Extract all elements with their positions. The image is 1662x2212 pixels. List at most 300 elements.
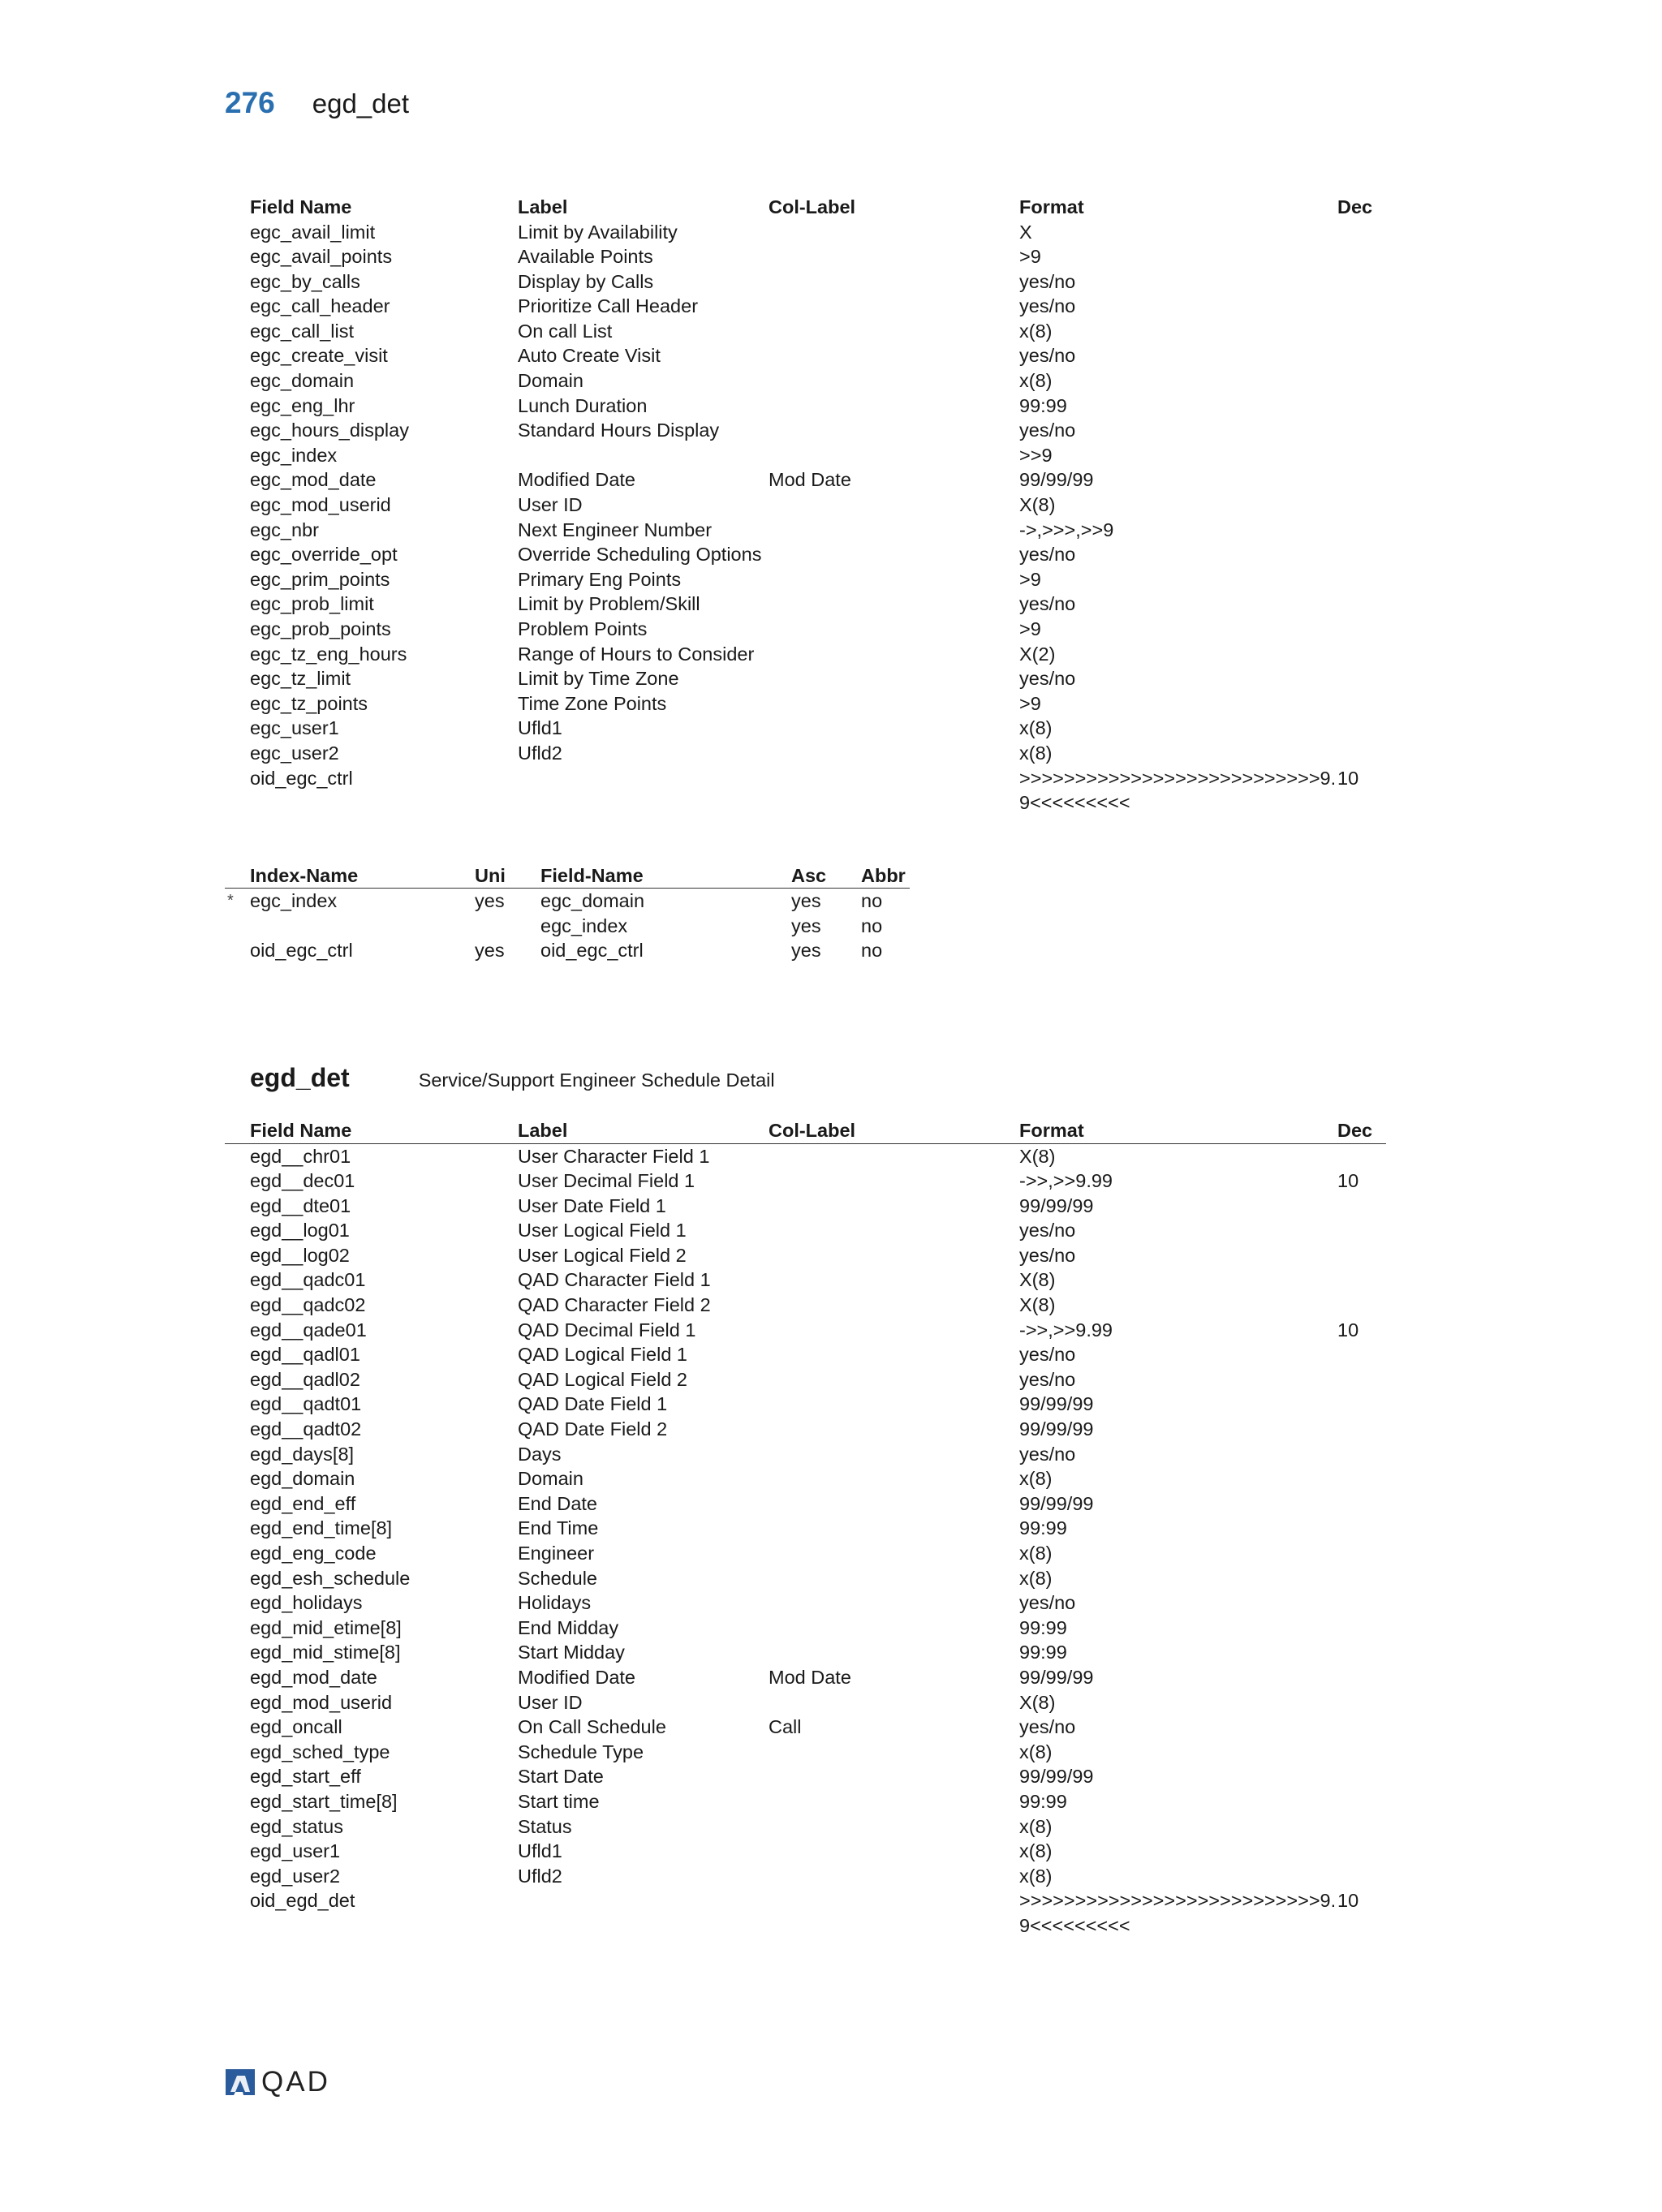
field-name-cell: egd_holidays xyxy=(250,1592,363,1614)
label-cell: Modified Date xyxy=(518,469,635,491)
format-cell: yes/no xyxy=(1019,1344,1076,1366)
field-name-cell: egd_eng_code xyxy=(250,1543,377,1564)
col-label-cell xyxy=(769,269,1019,295)
field-name-cell: egd__qadt01 xyxy=(250,1393,362,1415)
col-label-cell xyxy=(769,1566,1019,1591)
col-label-cell xyxy=(769,1267,1019,1293)
table-row xyxy=(225,766,1386,816)
label-cell: QAD Character Field 2 xyxy=(518,1294,711,1316)
dec-cell xyxy=(1337,319,1386,344)
dec-cell xyxy=(1337,592,1386,617)
table-row xyxy=(225,1267,1386,1293)
label-cell: Range of Hours to Consider xyxy=(518,643,755,665)
format-cell: yes/no xyxy=(1019,1220,1076,1242)
dec-cell xyxy=(1337,617,1386,642)
label-cell: Lunch Duration xyxy=(518,394,648,416)
col-label-cell xyxy=(769,368,1019,394)
label-cell: Schedule Type xyxy=(518,1741,644,1762)
field-name-cell: egd_sched_type xyxy=(250,1741,390,1762)
table-row xyxy=(225,1466,1386,1491)
format-cell: yes/no xyxy=(1019,420,1076,441)
dec-cell xyxy=(1337,1789,1386,1814)
column-header: Label xyxy=(518,1118,769,1143)
index-name-cell xyxy=(225,938,475,963)
table-row xyxy=(225,716,1386,741)
dec-cell xyxy=(1337,1690,1386,1715)
field-name-cell: egd__dte01 xyxy=(250,1194,351,1216)
label-cell: Time Zone Points xyxy=(518,692,667,714)
table-row xyxy=(225,1715,1386,1740)
col-label-cell xyxy=(769,666,1019,691)
col-label-cell xyxy=(769,443,1019,468)
column-header: Format xyxy=(1019,196,1084,217)
label-cell: QAD Date Field 2 xyxy=(518,1418,668,1440)
unique-cell xyxy=(475,938,540,963)
column-header: Dec xyxy=(1337,196,1373,217)
index-name-cell xyxy=(225,889,475,914)
col-label-cell xyxy=(769,766,1019,816)
column-header: Field Name xyxy=(250,196,352,217)
dec-cell xyxy=(1337,1764,1386,1789)
cell-text: yes xyxy=(791,940,821,962)
table-header-row xyxy=(225,195,1386,220)
field-name-cell: egd_user2 xyxy=(250,1865,341,1887)
table-row xyxy=(225,1442,1386,1467)
field-name-cell: egd_days[8] xyxy=(250,1443,355,1465)
table-row xyxy=(225,741,1386,766)
dec-cell xyxy=(1337,1342,1386,1367)
table-row xyxy=(225,1218,1386,1243)
label-cell xyxy=(518,766,769,816)
col-label-cell xyxy=(769,741,1019,766)
format-cell: 99:99 xyxy=(1019,1790,1067,1812)
label-cell: End Midday xyxy=(518,1616,619,1638)
label-cell: Days xyxy=(518,1443,562,1465)
format-cell: >>>>>>>>>>>>>>>>>>>>>>>>>>>9.9<<<<<<<<< xyxy=(1019,767,1337,814)
dec-cell xyxy=(1337,1616,1386,1641)
field-name-cell: egc_call_header xyxy=(250,295,390,317)
table-name: egd_det xyxy=(250,1063,350,1092)
col-label-cell xyxy=(769,1640,1019,1665)
dec-cell xyxy=(1337,220,1386,245)
dec-cell xyxy=(1337,1293,1386,1318)
col-label-cell xyxy=(769,617,1019,642)
format-cell: X(8) xyxy=(1019,1269,1056,1291)
field-name-cell: egd__log01 xyxy=(250,1220,350,1242)
format-cell: yes/no xyxy=(1019,1443,1076,1465)
dec-cell xyxy=(1337,1417,1386,1442)
dec-cell xyxy=(1337,467,1386,493)
cell-text: no xyxy=(861,914,883,936)
table-row xyxy=(225,493,1386,518)
table-row xyxy=(225,1491,1386,1517)
col-label-cell xyxy=(769,1194,1019,1219)
table-header-row xyxy=(225,863,910,889)
col-label-cell xyxy=(769,220,1019,245)
label-cell: Available Points xyxy=(518,246,653,268)
cell-text: yes xyxy=(791,890,821,911)
label-cell: QAD Character Field 1 xyxy=(518,1269,711,1291)
table-row xyxy=(225,1367,1386,1392)
field-name-cell xyxy=(540,889,791,914)
col-label-cell xyxy=(769,1616,1019,1641)
table-row xyxy=(225,1392,1386,1417)
table-row xyxy=(225,914,910,939)
table-row xyxy=(225,1318,1386,1343)
asc-cell xyxy=(791,914,861,939)
col-label-cell xyxy=(769,518,1019,543)
column-header: Label xyxy=(518,196,568,217)
format-cell: ->,>>>,>>9 xyxy=(1019,519,1114,540)
column-header: Field Name xyxy=(225,1118,518,1143)
label-cell: User Date Field 1 xyxy=(518,1194,666,1216)
format-cell: 99/99/99 xyxy=(1019,1194,1094,1216)
table-row xyxy=(225,1168,1386,1194)
dec-cell: 10 xyxy=(1337,1890,1359,1912)
table-header-row xyxy=(225,1118,1386,1143)
dec-cell xyxy=(1337,1740,1386,1765)
cell-text: egc_index xyxy=(540,914,628,936)
label-cell: Domain xyxy=(518,1468,583,1490)
format-cell: X(8) xyxy=(1019,1145,1056,1167)
format-cell: X(8) xyxy=(1019,1294,1056,1316)
dec-cell xyxy=(1337,1566,1386,1591)
col-label-cell xyxy=(769,319,1019,344)
table-row xyxy=(225,666,1386,691)
col-label-cell xyxy=(769,1367,1019,1392)
field-name-cell: egd__qade01 xyxy=(250,1319,367,1341)
label-cell: QAD Logical Field 2 xyxy=(518,1368,687,1390)
field-name-cell: egd__chr01 xyxy=(250,1145,351,1167)
col-label-cell xyxy=(769,1541,1019,1566)
dec-cell xyxy=(1337,443,1386,468)
field-name-cell: egd_oncall xyxy=(250,1716,342,1738)
table-row xyxy=(225,1789,1386,1814)
dec-cell xyxy=(1337,567,1386,592)
col-label-cell xyxy=(769,493,1019,518)
table-description: Service/Support Engineer Schedule Detail xyxy=(418,1069,775,1091)
col-label-cell xyxy=(769,716,1019,741)
table-row xyxy=(225,1541,1386,1566)
label-cell: Ufld2 xyxy=(518,1865,562,1887)
dec-cell xyxy=(1337,1814,1386,1840)
col-label-cell xyxy=(769,294,1019,319)
table-row xyxy=(225,567,1386,592)
field-name-cell xyxy=(540,938,791,963)
label-cell: End Time xyxy=(518,1517,599,1539)
field-name-cell: oid_egc_ctrl xyxy=(250,767,353,789)
dec-cell xyxy=(1337,1640,1386,1665)
format-cell: x(8) xyxy=(1019,1815,1053,1837)
dec-cell xyxy=(1337,542,1386,567)
col-label-cell xyxy=(769,1392,1019,1417)
label-cell: Limit by Problem/Skill xyxy=(518,593,700,615)
label-cell: QAD Logical Field 1 xyxy=(518,1344,687,1366)
label-cell: Problem Points xyxy=(518,618,648,639)
dec-cell xyxy=(1337,1466,1386,1491)
format-cell: x(8) xyxy=(1019,1840,1053,1862)
page-number: 276 xyxy=(225,86,275,119)
table-row xyxy=(225,1590,1386,1616)
format-cell: yes/no xyxy=(1019,1368,1076,1390)
dec-cell xyxy=(1337,1590,1386,1616)
column-header: Asc xyxy=(791,863,861,889)
format-cell: 99/99/99 xyxy=(1019,1393,1094,1415)
asc-cell xyxy=(791,938,861,963)
dec-cell xyxy=(1337,716,1386,741)
field-name-cell: egc_hours_display xyxy=(250,420,409,441)
dec-cell xyxy=(1337,691,1386,717)
col-label-cell xyxy=(769,1690,1019,1715)
col-label-cell xyxy=(769,418,1019,443)
table-row xyxy=(225,542,1386,567)
field-name-cell: egc_avail_points xyxy=(250,246,393,268)
cell-text: yes xyxy=(475,890,505,911)
dec-cell xyxy=(1337,418,1386,443)
dec-cell xyxy=(1337,642,1386,667)
col-label-cell xyxy=(769,542,1019,567)
field-name-cell xyxy=(540,914,791,939)
field-name-cell: egc_tz_points xyxy=(250,692,368,714)
field-name-cell: egc_by_calls xyxy=(250,270,360,292)
field-name-cell: egc_tz_limit xyxy=(250,668,351,690)
dec-cell xyxy=(1337,1491,1386,1517)
format-cell: 99/99/99 xyxy=(1019,1666,1094,1688)
label-cell xyxy=(518,443,769,468)
logo-text: QAD xyxy=(261,2066,330,2098)
dec-cell xyxy=(1337,1665,1386,1690)
label-cell: Ufld2 xyxy=(518,742,562,764)
table-row xyxy=(225,1764,1386,1789)
table-row xyxy=(225,889,910,914)
field-name-cell: egc_domain xyxy=(250,370,355,392)
format-cell: 99/99/99 xyxy=(1019,1418,1094,1440)
label-cell: End Date xyxy=(518,1492,597,1514)
field-name-cell: egd_start_time[8] xyxy=(250,1790,398,1812)
dec-cell xyxy=(1337,244,1386,269)
cell-text: no xyxy=(861,890,883,911)
table-row xyxy=(225,220,1386,245)
table-row xyxy=(225,1864,1386,1889)
label-cell: Override Scheduling Options xyxy=(518,544,762,566)
table-row xyxy=(225,592,1386,617)
abbr-cell xyxy=(861,914,910,939)
column-header: Field-Name xyxy=(540,863,791,889)
format-cell: yes/no xyxy=(1019,668,1076,690)
col-label-cell xyxy=(769,1590,1019,1616)
running-title: egd_det xyxy=(312,88,410,118)
table-row xyxy=(225,443,1386,468)
col-label-cell xyxy=(769,1318,1019,1343)
dec-cell xyxy=(1337,1243,1386,1268)
table-row xyxy=(225,1690,1386,1715)
format-cell: yes/no xyxy=(1019,1244,1076,1266)
column-header: Index-Name xyxy=(225,863,475,889)
col-label-cell xyxy=(769,1417,1019,1442)
table-row xyxy=(225,244,1386,269)
field-name-cell: egc_prob_points xyxy=(250,618,391,639)
cell-text: oid_egc_ctrl xyxy=(540,940,644,962)
dec-cell xyxy=(1337,343,1386,368)
dec-cell xyxy=(1337,1143,1386,1168)
dec-cell xyxy=(1337,1442,1386,1467)
format-cell: 99:99 xyxy=(1019,394,1067,416)
unique-cell xyxy=(475,914,540,939)
col-label-cell: Mod Date xyxy=(769,469,851,491)
column-header: Uni xyxy=(475,863,540,889)
format-cell: ->>,>>9.99 xyxy=(1019,1170,1113,1192)
col-label-cell xyxy=(769,1888,1019,1938)
label-cell: Status xyxy=(518,1815,572,1837)
field-name-cell: egc_avail_limit xyxy=(250,221,376,243)
field-name-cell: egd_user1 xyxy=(250,1840,341,1862)
table-row xyxy=(225,1417,1386,1442)
format-cell: 99:99 xyxy=(1019,1517,1067,1539)
field-name-cell: egd__qadc01 xyxy=(250,1269,366,1291)
format-cell: yes/no xyxy=(1019,593,1076,615)
label-cell: Holidays xyxy=(518,1592,592,1614)
table-row xyxy=(225,1293,1386,1318)
qad-logo-icon xyxy=(224,2068,256,2097)
col-label-cell xyxy=(769,1293,1019,1318)
field-name-cell: egc_call_list xyxy=(250,320,355,342)
abbr-cell xyxy=(861,889,910,914)
field-name-cell: egd_esh_schedule xyxy=(250,1567,411,1589)
format-cell: 99:99 xyxy=(1019,1642,1067,1663)
dec-cell xyxy=(1337,1839,1386,1864)
col-label-cell xyxy=(769,1342,1019,1367)
format-cell: >>9 xyxy=(1019,444,1053,466)
label-cell: Domain xyxy=(518,370,583,392)
format-cell: >9 xyxy=(1019,246,1041,268)
dec-cell xyxy=(1337,294,1386,319)
label-cell: Limit by Time Zone xyxy=(518,668,679,690)
label-cell: QAD Decimal Field 1 xyxy=(518,1319,696,1341)
label-cell: Schedule xyxy=(518,1567,597,1589)
field-name-cell: egd__qadt02 xyxy=(250,1418,362,1440)
label-cell: Start Date xyxy=(518,1766,604,1788)
cell-text: yes xyxy=(791,914,821,936)
col-label-cell xyxy=(769,1864,1019,1889)
format-cell: yes/no xyxy=(1019,544,1076,566)
format-cell: X(2) xyxy=(1019,643,1056,665)
table-row xyxy=(225,467,1386,493)
label-cell: Display by Calls xyxy=(518,270,654,292)
col-label-cell xyxy=(769,1814,1019,1840)
label-cell: User Logical Field 2 xyxy=(518,1244,687,1266)
format-cell: 99/99/99 xyxy=(1019,469,1094,491)
field-table-egc-ctrl xyxy=(225,195,1386,816)
col-label-cell xyxy=(769,642,1019,667)
dec-cell xyxy=(1337,1392,1386,1417)
dec-cell xyxy=(1337,1267,1386,1293)
dec-cell xyxy=(1337,518,1386,543)
primary-index-marker: * xyxy=(227,892,234,910)
label-cell: Start Midday xyxy=(518,1642,625,1663)
column-header: Col-Label xyxy=(769,1118,1019,1143)
table-row xyxy=(225,1839,1386,1864)
format-cell: x(8) xyxy=(1019,1468,1053,1490)
dec-cell: 10 xyxy=(1337,1170,1359,1192)
format-cell: x(8) xyxy=(1019,370,1053,392)
col-label-cell xyxy=(769,592,1019,617)
label-cell: On Call Schedule xyxy=(518,1716,666,1738)
dec-cell xyxy=(1337,1715,1386,1740)
field-name-cell: egc_nbr xyxy=(250,519,319,540)
table-row xyxy=(225,617,1386,642)
table-row xyxy=(225,1665,1386,1690)
table-row xyxy=(225,691,1386,717)
format-cell: yes/no xyxy=(1019,270,1076,292)
field-name-cell: egc_prim_points xyxy=(250,568,390,590)
dec-cell xyxy=(1337,394,1386,419)
table-row xyxy=(225,1740,1386,1765)
table-row xyxy=(225,294,1386,319)
label-cell: User Logical Field 1 xyxy=(518,1220,687,1242)
field-name-cell: egc_mod_userid xyxy=(250,494,391,516)
label-cell: User Character Field 1 xyxy=(518,1145,710,1167)
dec-cell xyxy=(1337,493,1386,518)
dec-cell xyxy=(1337,1516,1386,1541)
table-row xyxy=(225,343,1386,368)
format-cell: x(8) xyxy=(1019,1543,1053,1564)
table-row xyxy=(225,269,1386,295)
col-label-cell xyxy=(769,691,1019,717)
format-cell: x(8) xyxy=(1019,1865,1053,1887)
field-name-cell: egc_prob_limit xyxy=(250,593,374,615)
field-name-cell: egd_end_time[8] xyxy=(250,1517,393,1539)
dec-cell xyxy=(1337,269,1386,295)
field-name-cell: egd__qadc02 xyxy=(250,1294,366,1316)
field-name-cell: egc_user2 xyxy=(250,742,339,764)
abbr-cell xyxy=(861,938,910,963)
label-cell: Limit by Availability xyxy=(518,221,678,243)
col-label-cell xyxy=(769,1516,1019,1541)
dec-cell xyxy=(1337,1367,1386,1392)
label-cell: User Decimal Field 1 xyxy=(518,1170,695,1192)
col-label-cell xyxy=(769,1491,1019,1517)
format-cell: x(8) xyxy=(1019,1741,1053,1762)
col-label-cell xyxy=(769,1466,1019,1491)
field-name-cell: egd__qadl01 xyxy=(250,1344,360,1366)
field-name-cell: egd_end_eff xyxy=(250,1492,356,1514)
table-row xyxy=(225,1342,1386,1367)
field-name-cell: egd__dec01 xyxy=(250,1170,355,1192)
field-name-cell: egc_index xyxy=(250,444,338,466)
cell-text: no xyxy=(861,940,883,962)
table-row xyxy=(225,1243,1386,1268)
field-name-cell: egd_status xyxy=(250,1815,343,1837)
label-cell: User ID xyxy=(518,494,583,516)
format-cell: yes/no xyxy=(1019,1716,1076,1738)
col-label-cell xyxy=(769,394,1019,419)
col-label-cell xyxy=(769,1168,1019,1194)
dec-cell: 10 xyxy=(1337,767,1359,789)
field-name-cell: egd_start_eff xyxy=(250,1766,361,1788)
column-header: Col-Label xyxy=(769,196,856,217)
col-label-cell xyxy=(769,1442,1019,1467)
cell-text: egc_index xyxy=(250,890,338,911)
format-cell: 99/99/99 xyxy=(1019,1766,1094,1788)
format-cell: 99/99/99 xyxy=(1019,1492,1094,1514)
field-name-cell: egd_mid_stime[8] xyxy=(250,1642,401,1663)
format-cell: yes/no xyxy=(1019,295,1076,317)
format-cell: X xyxy=(1019,221,1032,243)
table-row xyxy=(225,642,1386,667)
dec-cell xyxy=(1337,368,1386,394)
label-cell: Ufld1 xyxy=(518,1840,562,1862)
field-name-cell: egc_create_visit xyxy=(250,345,388,367)
